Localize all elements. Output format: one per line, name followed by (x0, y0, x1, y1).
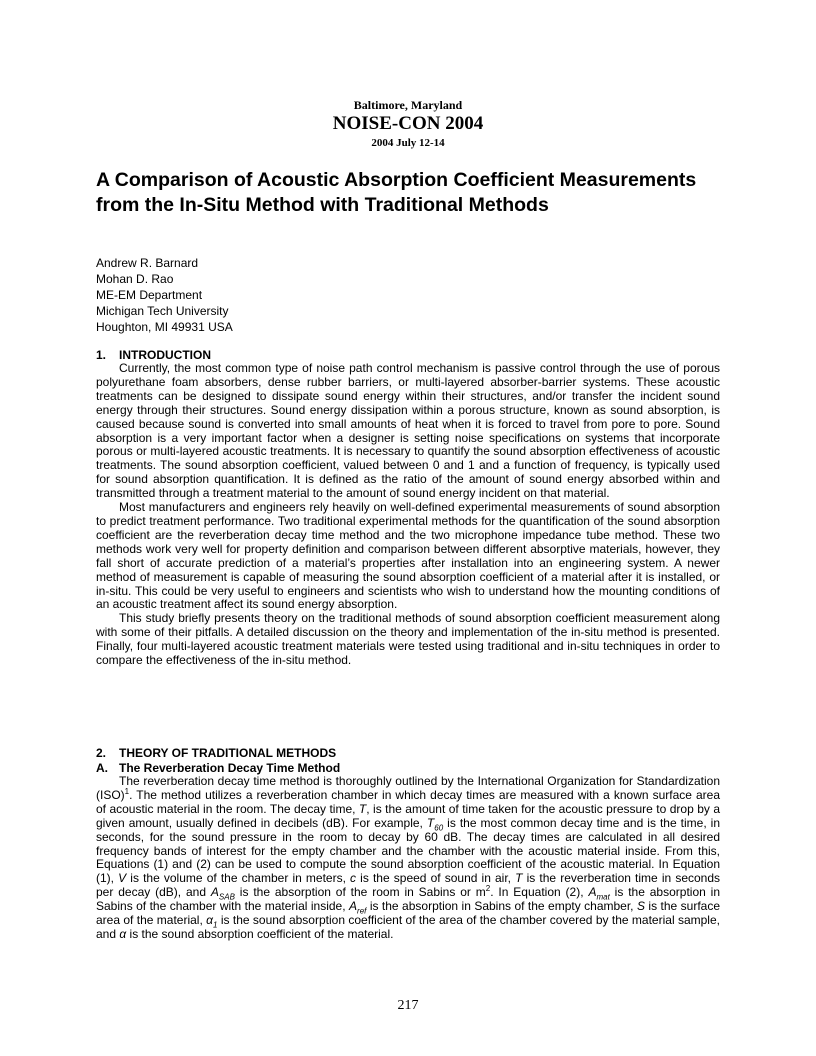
paper-title: A Comparison of Acoustic Absorption Coefficient Measurements from the In-Situ Method with Traditional Methods (96, 169, 697, 216)
symbol-T: T (515, 871, 523, 886)
symbol-T60: $T_{60}$ (426, 815, 444, 833)
author-line: Michigan Tech University (96, 304, 229, 318)
section-title: INTRODUCTION (119, 348, 211, 362)
section-title: THEORY OF TRADITIONAL METHODS (119, 746, 337, 760)
symbol-c: c (350, 871, 357, 886)
section-1-body (96, 362, 720, 668)
author-block (96, 255, 233, 335)
body-paragraph: Most manufacturers and engineers rely heavily on well-defined experimental measurements of sound absorption to predict treatment performance. Two traditional experimental methods for the quantification of the sound absorption coefficient are the reverberation decay time method and the two microphone impedance tube method. These two methods work very well for property definition and comparison between different absorptive materials, however, they fall short of accurate prediction of a material’s properties after installation into an engineering system. A newer method of measurement is capable of measuring the sound absorption coefficient of a material after it is installed, or in-situ. This could be very useful to engineers and scientists who wish to understand how the mounting conditions of an acoustic treatment affect its sound energy absorption. (96, 500, 720, 612)
section-2-body (96, 775, 720, 942)
symbol-V: V (118, 871, 127, 886)
author-line: Mohan D. Rao (96, 272, 174, 286)
subsection-a-heading (96, 761, 340, 775)
symbol-S: S (636, 899, 645, 914)
conference-location: Baltimore, Maryland (353, 98, 463, 112)
page-number: 217 (397, 998, 419, 1013)
body-paragraph: This study briefly presents theory on the traditional methods of sound absorption coefficient measurement along with some of their pitfalls. A detailed discussion on the theory and implementation of the in-situ method is presented. Finally, four multi-layered acoustic treatment materials were tested using traditional and in-situ techniques in order to compare the effectiveness of the in-situ method. (96, 611, 720, 668)
body-paragraph: Currently, the most common type of noise path control mechanism is passive control through the use of porous polyurethane foam absorbers, dense rubber barriers, or multi-layered absorber-barrier systems. These acoustic treatments can be designed to dissipate sound energy within their structures, and/or transfer the incident sound energy through their structures. Sound energy dissipation within a porous structure, known as sound absorption, is caused because sound is converted into small amounts of heat when it is forced to travel from pore to pore. Sound absorption is a very important factor when a designer is setting noise specifications on systems that incorporate porous or multi-layered acoustic treatments. It is necessary to quantify the sound absorption effectiveness of acoustic treatments. The sound absorption coefficient, valued between 0 and 1 and a function of frequency, is typically used for sound absorption quantification. It is defined as the ratio of the amount of sound energy absorbed within and transmitted through a treatment material to the amount of sound energy incident on that material. (96, 361, 720, 501)
symbol-alpha-1: $\alpha_1$ (206, 913, 218, 930)
symbol-A-SAB: $A_{SAB}$ (210, 885, 235, 902)
section-2-heading (96, 746, 336, 760)
author-line: ME-EM Department (96, 288, 203, 302)
reference-1: 1 (124, 786, 130, 796)
subsection-letter: A. (96, 761, 108, 775)
symbol-T: T (358, 801, 367, 816)
symbol-A-mat: $A_{mat}$ (588, 885, 610, 902)
conference-date: 2004 July 12-14 (371, 137, 445, 149)
author-line: Houghton, MI 49931 USA (96, 320, 233, 334)
section-1-heading (96, 348, 211, 362)
body-paragraph: The reverberation decay time method is thoroughly outlined by the International Organization for Standardization (ISO)$^1$. The method utilizes a reverberation chamber in which decay times are measured with a known surface area of acoustic material in the room. The decay time, T, is the amount of time taken for the acoustic pressure to drop by a given amount, usually defined in decibels (dB). For example, $T_{60}$ is the most common decay time and is the time, in seconds, for the sound pressure in the room to decay by 60 dB. The decay times are calculated in all desired frequency bands of interest for the empty chamber and the chamber with the acoustic material inside. From this, Equations (1) and (2) can be used to compute the sound absorption coefficient of the acoustic material. In Equation (1), V is the volume of the chamber in meters, c is the speed of sound in air, T is the reverberation time in seconds per decay (dB), and $A_{SAB}$ is the absorption of the room in Sabins or $m^2$. In Equation (2), $A_{mat}$ is the absorption in Sabins of the chamber with the material inside, $A_{ref}$ is the absorption in Sabins of the empty chamber, S is the surface area of the material, $\alpha_1$ is the sound absorption coefficient of the area of the chamber covered by the material sample, and α is the sound absorption coefficient of the material. (96, 774, 721, 941)
section-number: 2. (96, 746, 107, 760)
author-line: Andrew R. Barnard (96, 256, 199, 270)
section-number: 1. (96, 348, 107, 362)
conference-name: NOISE-CON 2004 (332, 113, 484, 134)
symbol-alpha: α (119, 926, 127, 941)
subsection-title: The Reverberation Decay Time Method (119, 761, 341, 775)
symbol-A-ref: $A_{ref}$ (349, 899, 367, 916)
